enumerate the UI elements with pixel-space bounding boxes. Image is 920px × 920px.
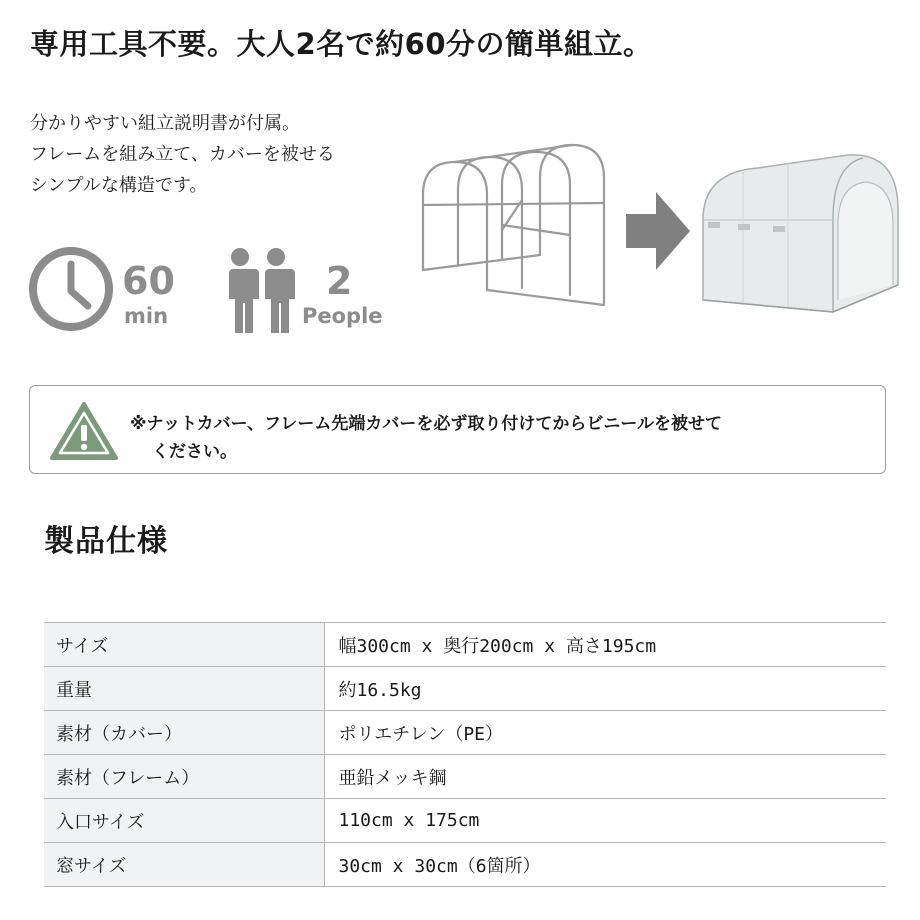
description-line: フレームを組み立て、カバーを被せる bbox=[30, 144, 335, 165]
description-line: 分かりやすい組立説明書が付属。 bbox=[30, 113, 300, 134]
notice-line-1: ※ナットカバー、フレーム先端カバーを必ず取り付けてからビニールを被せて bbox=[130, 414, 722, 434]
spec-value: ポリエチレン（PE） bbox=[324, 711, 886, 755]
warning-notice bbox=[29, 385, 886, 474]
people-value: 2 bbox=[326, 259, 353, 303]
table-row bbox=[44, 623, 886, 667]
time-unit: min bbox=[124, 304, 169, 328]
table-row bbox=[44, 711, 886, 755]
spec-section-title: 製品仕様 bbox=[44, 524, 168, 559]
spec-label: 重量 bbox=[44, 667, 324, 711]
spec-value: 110cm x 175cm bbox=[324, 799, 886, 843]
spec-label: 素材（フレーム） bbox=[44, 755, 324, 799]
spec-label: 素材（カバー） bbox=[44, 711, 324, 755]
spec-table bbox=[44, 622, 886, 887]
description-line: シンプルな構造です。 bbox=[30, 175, 208, 196]
spec-value: 30cm x 30cm（6箇所） bbox=[324, 843, 886, 887]
spec-value: 幅300cm x 奥行200cm x 高さ195cm bbox=[324, 623, 886, 667]
clock-icon bbox=[28, 246, 114, 332]
notice-text bbox=[130, 410, 870, 466]
greenhouse-frame-image bbox=[418, 140, 608, 310]
spec-value: 亜鉛メッキ鋼 bbox=[324, 755, 886, 799]
people-unit: People bbox=[302, 304, 383, 328]
spec-label: サイズ bbox=[44, 623, 324, 667]
spec-label: 入口サイズ bbox=[44, 799, 324, 843]
table-row bbox=[44, 755, 886, 799]
table-row bbox=[44, 843, 886, 887]
time-value: 60 bbox=[122, 259, 175, 303]
table-row bbox=[44, 667, 886, 711]
spec-label: 窓サイズ bbox=[44, 843, 324, 887]
description bbox=[30, 108, 335, 201]
table-row bbox=[44, 799, 886, 843]
greenhouse-tent-image bbox=[698, 150, 903, 320]
two-people-icon bbox=[220, 247, 298, 335]
arrow-right-icon bbox=[626, 192, 690, 270]
spec-value: 約16.5kg bbox=[324, 667, 886, 711]
notice-line-2: ください。 bbox=[152, 442, 237, 462]
warning-triangle-icon bbox=[49, 401, 119, 461]
headline: 専用工具不要。大人2名で約60分の簡単組立。 bbox=[30, 27, 653, 61]
